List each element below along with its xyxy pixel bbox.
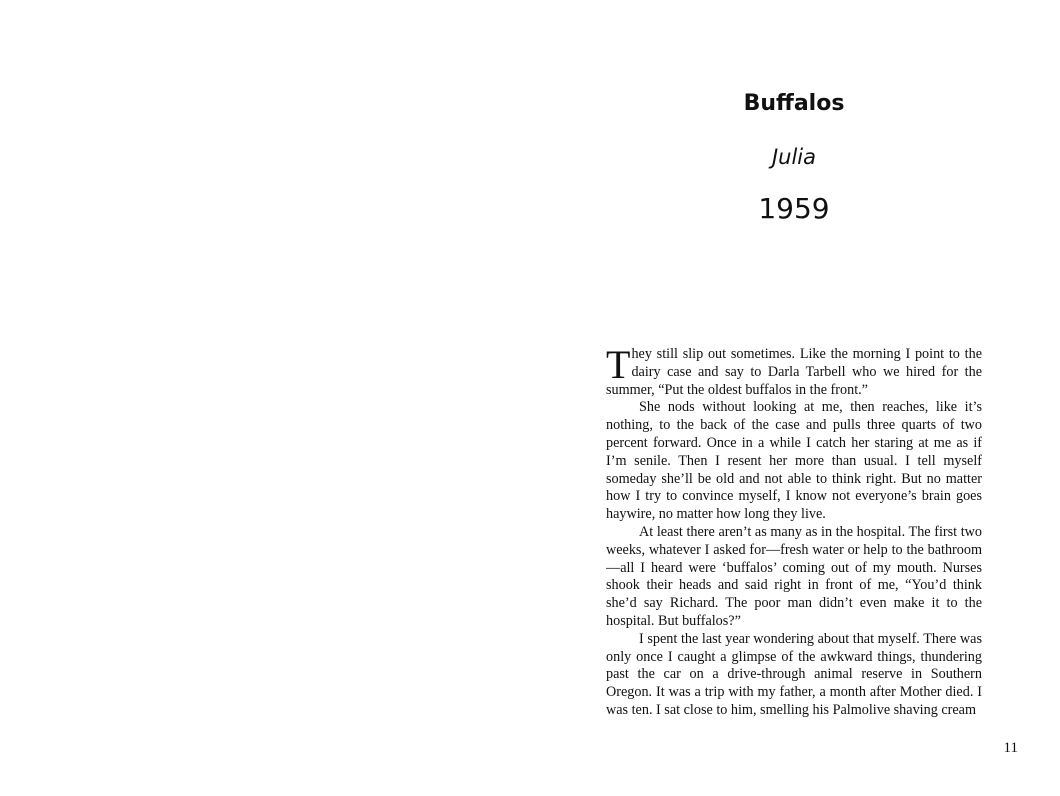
paragraph: I spent the last year wondering about that myself. There was only once I caught a glimpse of the awkward things, thundering past the car on a drive-through animal reserve in Southern Oregon. It was a trip with my father, a month after Mother died. I was ten. I sat close to him, smelling his Palmolive shaving cream	[606, 630, 982, 718]
paragraph: She nods without looking at me, then reaches, like it’s nothing, to the back of the case and pulls three quarts of two percent forward. Once in a while I catch her staring at me as if I’m senile. Then I resent her more than usual. I tell myself someday she’ll be old and not able to think right. But no matter how I try to convince myself, I know not everyone’s brain goes haywire, no matter how long they live.	[606, 399, 982, 523]
paragraph-text: hey still slip out sometimes. Like the morning I point to the dairy case and say to Darla Tarbell who we hired for the summer, “Put the oldest buffalos in the front.”	[606, 346, 982, 398]
body-text	[606, 346, 982, 722]
chapter-narrator: Julia	[771, 145, 817, 169]
chapter-title: Buffalos	[743, 91, 845, 116]
chapter-year: 1959	[758, 192, 830, 225]
drop-cap: T	[606, 346, 631, 387]
paragraph: At least there aren’t as many as in the hospital. The first two weeks, whatever I asked for—fresh water or help to the bathroom—all I heard were ‘buffalos’ coming out of my mouth. Nurses shook their heads and said right in front of me, “You’d think she’d say Richard. The poor man didn’t even make it to the hospital. But buffalos?”	[606, 523, 982, 629]
page-number: 11	[1003, 740, 1018, 756]
paragraph	[606, 346, 982, 399]
